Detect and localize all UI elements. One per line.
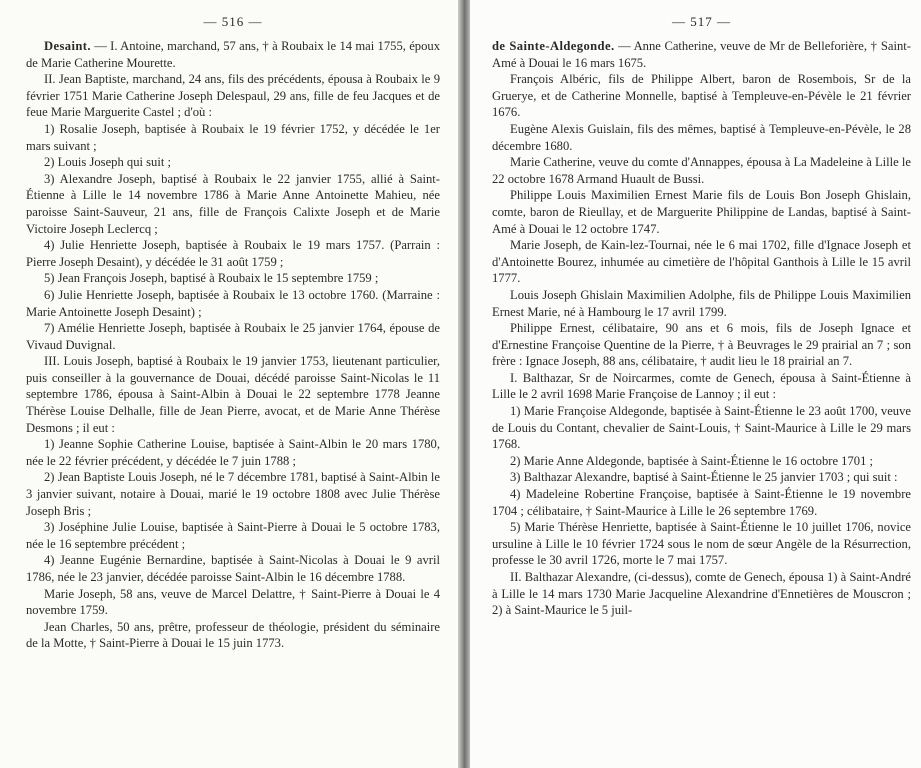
right-page-text — [492, 38, 911, 619]
paragraph: 2) Jean Baptiste Louis Joseph, né le 7 décembre 1781, baptisé à Saint-Albin le 3 janvier suivant, notaire à Douai, marié le 19 octobre 1808 avec Julie Thérèse Joseph Bris ; — [26, 470, 440, 518]
paragraph: Eugène Alexis Guislain, fils des mêmes, baptisé à Templeuve-en-Pévèle, le 28 décembre 1680. — [492, 121, 911, 153]
book-gutter — [458, 0, 470, 768]
paragraph: 3) Joséphine Julie Louise, baptisée à Saint-Pierre à Douai le 5 octobre 1783, née le 16 septembre précédent ; — [26, 520, 440, 551]
paragraph: Desaint. — I. Antoine, marchand, 57 ans, † à Roubaix le 14 mai 1755, époux de Marie Catherine Mourette. — [26, 39, 440, 70]
paragraph: 4) Madeleine Robertine Françoise, baptisée à Saint-Étienne le 19 novembre 1704 ; célibataire, † Saint-Maurice à Lille le 26 septembre 1769. — [492, 487, 911, 518]
right-page — [470, 0, 921, 768]
paragraph: Marie Joseph, de Kain-lez-Tournai, née le 6 mai 1702, fille d'Ignace Joseph et d'Antoinette Bourez, inhumée au cimetière de l'hôpital Ganthois à Lille le 15 avril 1777. — [492, 238, 911, 286]
left-page-text — [26, 38, 440, 652]
paragraph: I. Balthazar, Sr de Noircarmes, comte de Genech, épousa à Saint-Étienne à Lille le 2 avril 1698 Marie Françoise de Lannoy ; il eut : — [492, 370, 911, 402]
paragraph: 1) Marie Françoise Aldegonde, baptisée à Saint-Étienne le 23 août 1700, veuve de Louis du Contant, chevalier de Saint-Louis, † Saint-Maurice à Lille le 29 mars 1768. — [492, 404, 911, 452]
paragraph: 3) Balthazar Alexandre, baptisé à Saint-Étienne le 25 janvier 1703 ; qui suit : — [510, 470, 898, 485]
page-number-516: — 516 — — [203, 14, 263, 29]
paragraph: 3) Alexandre Joseph, baptisé à Roubaix le 22 janvier 1755, allié à Saint-Étienne à Lille le 14 novembre 1786 à Marie Anne Antoinette Mahieu, née paroisse Saint-Sauveur, 21 ans, fille de François Calixte Joseph et de Marie Victoire Joseph Leclercq ; — [26, 171, 440, 236]
paragraph: II. Balthazar Alexandre, (ci-dessus), comte de Genech, épousa 1) à Saint-André à Lille le 14 mars 1730 Marie Jacqueline Alexandrine d'Ennetières de Mouscron ; 2) à Saint-Maurice le 5 juil- — [492, 570, 911, 618]
page-number-517: — 517 — — [672, 14, 731, 29]
paragraph: Philippe Ernest, célibataire, 90 ans et 6 mois, fils de Joseph Ignace et d'Ernestine Françoise Quentine de la Pierre, † à Beuvrages le 29 prairial an 7 ; son frère : Ignace Joseph, 88 ans, célibataire, † audit lieu le 18 prairial an 7. — [492, 321, 911, 369]
paragraph: 5) Jean François Joseph, baptisé à Roubaix le 15 septembre 1759 ; — [44, 271, 379, 286]
paragraph: Philippe Louis Maximilien Ernest Marie fils de Louis Bon Joseph Ghislain, comte, baron de Rieullay, et de Marguerite Philippine de Landas, baptisé à Saint-Amé à Douai le 12 octobre 1747. — [492, 188, 911, 236]
paragraph: Louis Joseph Ghislain Maximilien Adolphe, fils de Philippe Louis Maximilien Ernest Marie, né à Hambourg le 17 avril 1799. — [492, 287, 911, 319]
paragraph: 7) Amélie Henriette Joseph, baptisée à Roubaix le 25 janvier 1764, épouse de Vivaud Duvignal. — [26, 321, 440, 352]
paragraph: Marie Joseph, 58 ans, veuve de Marcel Delattre, † Saint-Pierre à Douai le 4 novembre 1759. — [26, 586, 440, 618]
paragraph: 1) Jeanne Sophie Catherine Louise, baptisée à Saint-Albin le 20 mars 1780, née le 22 février précédent, y décédée le 7 juin 1788 ; — [26, 437, 440, 468]
paragraph: François Albéric, fils de Philippe Albert, baron de Rosembois, Sr de la Gruerye, et de Catherine Monnelle, baptisé à Templeuve-en-Pévèle le 21 février 1676. — [492, 72, 911, 120]
paragraph: 5) Marie Thérèse Henriette, baptisée à Saint-Étienne le 10 juillet 1706, novice ursuline à Lille le 10 février 1724 sous le nom de sœur Angèle de la Résurrection, professe le 30 avril 1726, morte le 7 mai 1757. — [492, 520, 911, 568]
paragraph: 6) Julie Henriette Joseph, baptisée à Roubaix le 13 octobre 1760. (Marraine : Marie Antoinette Joseph Desaint) ; — [26, 287, 440, 319]
entry-heading: Desaint. — [44, 39, 91, 53]
paragraph: II. Jean Baptiste, marchand, 24 ans, fils des précédents, épousa à Roubaix le 9 février 1751 Marie Catherine Joseph Delespaul, 29 ans, fille de feu Jacques et de feue Marie Marguerite Castel ; d'où : — [26, 72, 440, 120]
paragraph: III. Louis Joseph, baptisé à Roubaix le 19 janvier 1753, lieutenant particulier, puis conseiller à la gouvernance de Douai, décédé paroisse Saint-Nicolas le 11 septembre 1786, épousa à Saint-Albin à Douai le 22 septembre 1778 Jeanne Thérèse Louise Delhalle, fille de Jean Pierre, avocat, et de Marie Anne Thérèse Desmons ; il eut : — [26, 354, 440, 435]
left-page — [0, 0, 458, 768]
paragraph: Marie Catherine, veuve du comte d'Annappes, épousa à La Madeleine à Lille le 22 octobre 1678 Armand Huault de Bussi. — [492, 155, 911, 186]
paragraph: 2) Marie Anne Aldegonde, baptisée à Saint-Étienne le 16 octobre 1701 ; — [510, 453, 874, 468]
paragraph: 1) Rosalie Joseph, baptisée à Roubaix le 19 février 1752, y décédée le 1er mars suivant ; — [26, 121, 440, 153]
paragraph: 4) Julie Henriette Joseph, baptisée à Roubaix le 19 mars 1757. (Parrain : Pierre Joseph Desaint), y décédée le 31 août 1759 ; — [26, 238, 440, 269]
paragraph: 2) Louis Joseph qui suit ; — [44, 155, 171, 170]
paragraph: Jean Charles, 50 ans, prêtre, professeur de théologie, président du séminaire de la Motte, † Saint-Pierre à Douai le 15 juin 1773. — [26, 619, 440, 651]
entry-heading: de Sainte-Aldegonde. — [492, 39, 615, 53]
paragraph: de Sainte-Aldegonde. — Anne Catherine, veuve de Mr de Belleforière, † Saint-Amé à Douai le 16 mars 1675. — [492, 39, 911, 70]
paragraph: 4) Jeanne Eugénie Bernardine, baptisée à Saint-Nicolas à Douai le 9 avril 1786, née le 23 janvier, décédée paroisse Saint-Albin le 16 décembre 1788. — [26, 553, 440, 584]
